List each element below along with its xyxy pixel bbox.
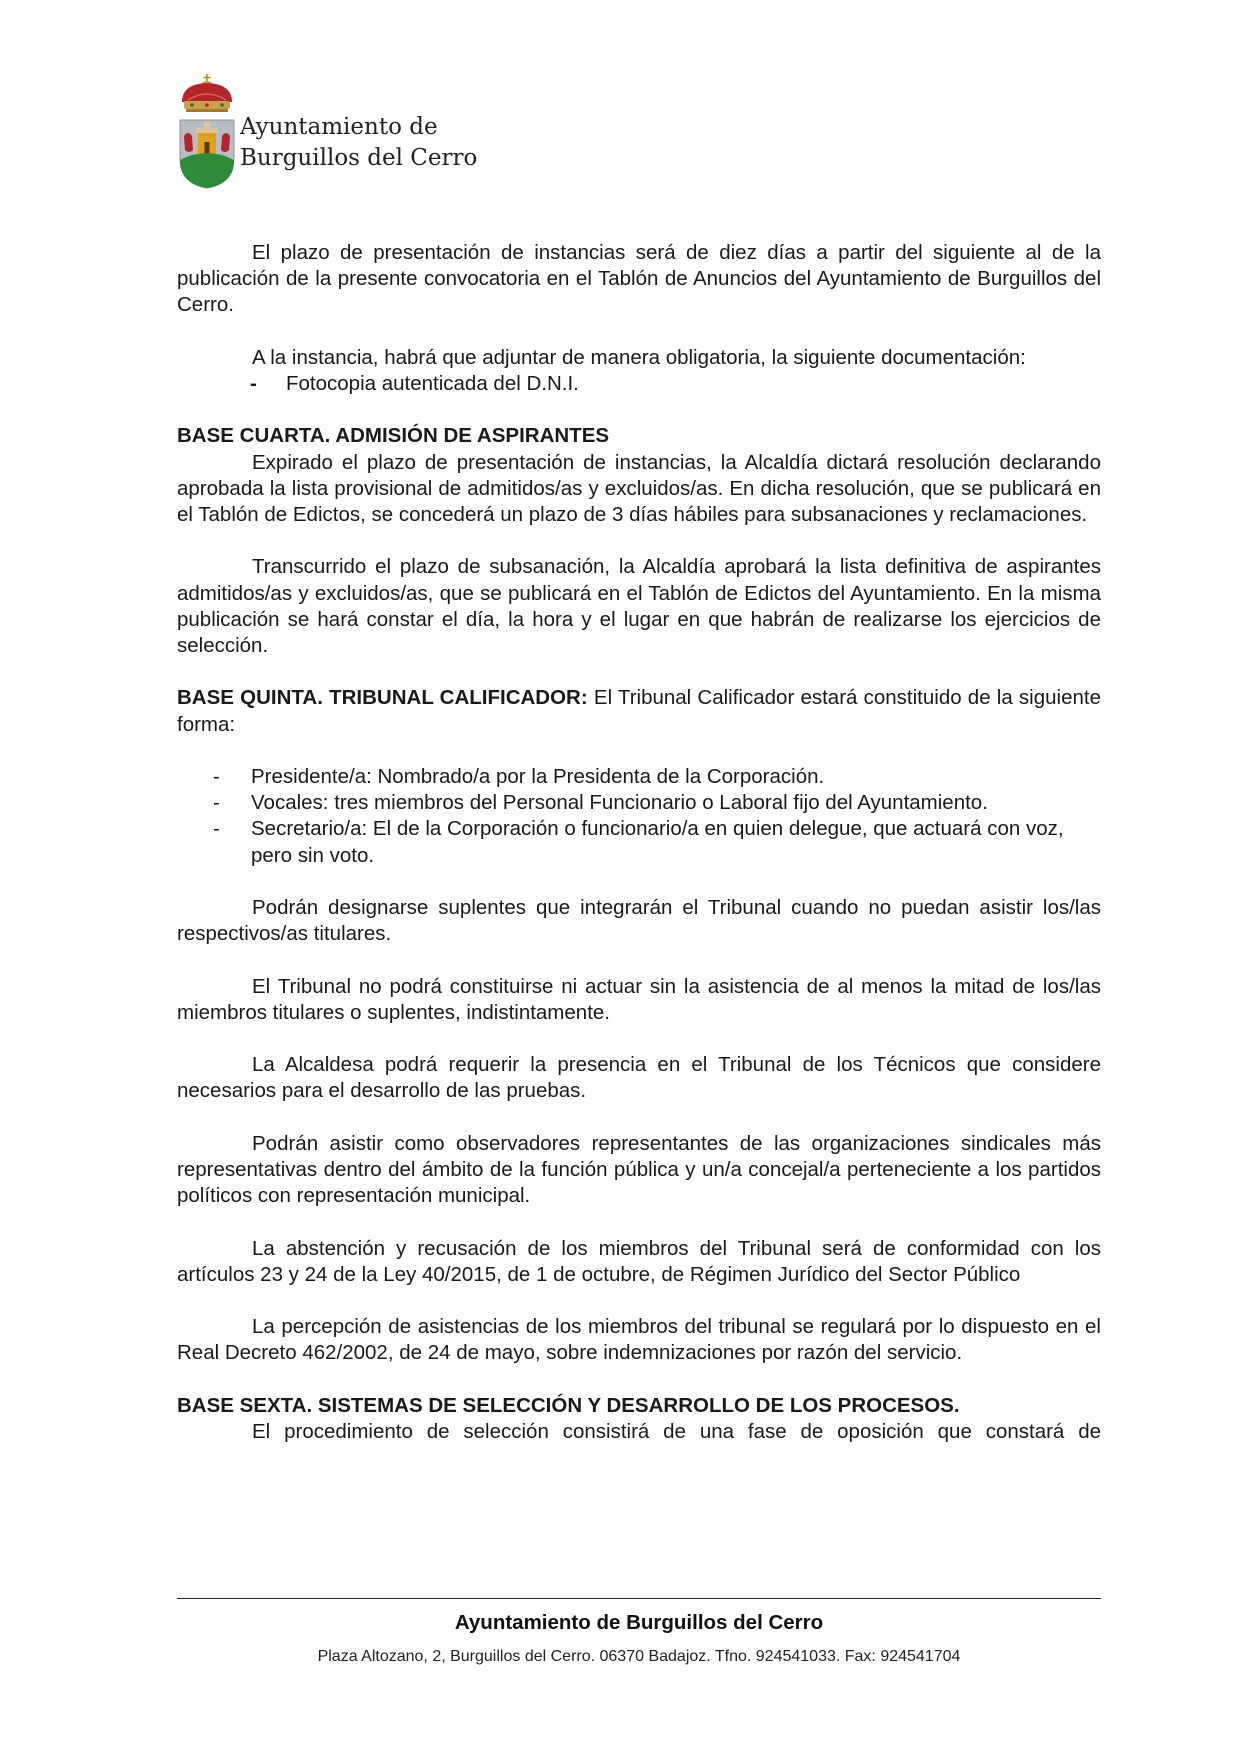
paragraph-base-cuarta-2: Transcurrido el plazo de subsanación, la Alcaldía aprobará la lista definitiva de aspirantes admitidos/as y excluidos/as, que se publicará en el Tablón de Edictos del Ayuntamiento. En la misma publicación se hará constar el día, la hora y el lugar en que habrán de realizarse los ejercicios de selección. <box>177 555 1101 657</box>
document-body <box>177 240 1101 1445</box>
coat-of-arms-icon <box>178 74 236 190</box>
bullet-dash: - <box>213 817 220 841</box>
paragraph-base-quinta-tecnicos: La Alcaldesa podrá requerir la presencia en el Tribunal de los Técnicos que considere necesarios para el desarrollo de las pruebas. <box>177 1053 1101 1103</box>
section-heading-base-quinta: BASE QUINTA. TRIBUNAL CALIFICADOR: <box>177 686 588 710</box>
paragraph-base-quinta-suplentes: Podrán designarse suplentes que integrarán el Tribunal cuando no puedan asistir los/las respectivos/as titulares. <box>177 895 1101 946</box>
section-heading-base-cuarta: BASE CUARTA. ADMISIÓN DE ASPIRANTES <box>177 424 610 448</box>
paragraph-base-cuarta-1: Expirado el plazo de presentación de instancias, la Alcaldía dictará resolución declarando aprobada la lista provisional de admitidos/as y excluidos/as. En dicha resolución, que se publicará en el Tablón de Edictos, se concederá un plazo de 3 días hábiles para subsanaciones y reclamaciones. <box>177 450 1101 526</box>
list-item <box>177 371 1101 397</box>
footer-title: Ayuntamiento de Burguillos del Cerro <box>454 1611 824 1634</box>
bullet-dash: - <box>213 764 220 788</box>
list-item-text: Fotocopia autenticada del D.N.I. <box>286 372 579 395</box>
section-heading-base-sexta: BASE SEXTA. SISTEMAS DE SELECCIÓN Y DESARROLLO DE LOS PROCESOS. <box>177 1393 960 1417</box>
list-item-text: Secretario/a: El de la Corporación o funcionario/a en quien delegue, que actuará con voz, pero sin voto. <box>251 817 1064 867</box>
footer-address: Plaza Altozano, 2, Burguillos del Cerro. 06370 Badajoz. Tfno. 924541033. Fax: 924541704 <box>317 1648 961 1665</box>
paragraph-documentacion: A la instancia, habrá que adjuntar de manera obligatoria, la siguiente documentación: <box>252 345 1026 369</box>
paragraph-base-quinta-intro <box>177 685 1101 737</box>
logo-wordmark <box>240 112 477 174</box>
base-quinta-intro-text: El Tribunal Calificador estará constituido de la siguiente forma: <box>177 686 1101 736</box>
municipal-logo <box>178 74 478 194</box>
bullet-dash: - <box>213 791 220 815</box>
logo-line-2: Burguillos del Cerro <box>240 145 478 171</box>
footer-divider <box>177 1598 1101 1599</box>
bullet-dash: - <box>250 372 257 395</box>
paragraph-base-sexta-1: El procedimiento de selección consistirá de una fase de oposición que constará de <box>252 1419 1101 1443</box>
list-item <box>177 764 1101 790</box>
list-item <box>177 816 1101 868</box>
paragraph-plazo: El plazo de presentación de instancias será de diez días a partir del siguiente al de la publicación de la presente convocatoria en el Tablón de Anuncios del Ayuntamiento de Burguillos del Cerro. <box>177 241 1101 317</box>
paragraph-base-quinta-observadores: Podrán asistir como observadores representantes de las organizaciones sindicales más representativas dentro del ámbito de la función pública y un/a concejal/a perteneciente a los partidos políticos con representación municipal. <box>177 1131 1101 1208</box>
logo-line-1: Ayuntamiento de <box>240 114 438 140</box>
list-item-text: Presidente/a: Nombrado/a por la Presidenta de la Corporación. <box>251 764 825 788</box>
list-item-text: Vocales: tres miembros del Personal Funcionario o Laboral fijo del Ayuntamiento. <box>251 791 988 815</box>
list-item <box>177 790 1101 816</box>
paragraph-base-quinta-asistencias: La percepción de asistencias de los miembros del tribunal se regulará por lo dispuesto en el Real Decreto 462/2002, de 24 de mayo, sobre indemnizaciones por razón del servicio. <box>177 1315 1101 1365</box>
paragraph-base-quinta-abstencion: La abstención y recusación de los miembros del Tribunal será de conformidad con los artículos 23 y 24 de la Ley 40/2015, de 1 de octubre, de Régimen Jurídico del Sector Público <box>177 1236 1101 1286</box>
paragraph-base-quinta-quorum: El Tribunal no podrá constituirse ni actuar sin la asistencia de al menos la mitad de los/las miembros titulares o suplentes, indistintamente. <box>177 974 1101 1024</box>
